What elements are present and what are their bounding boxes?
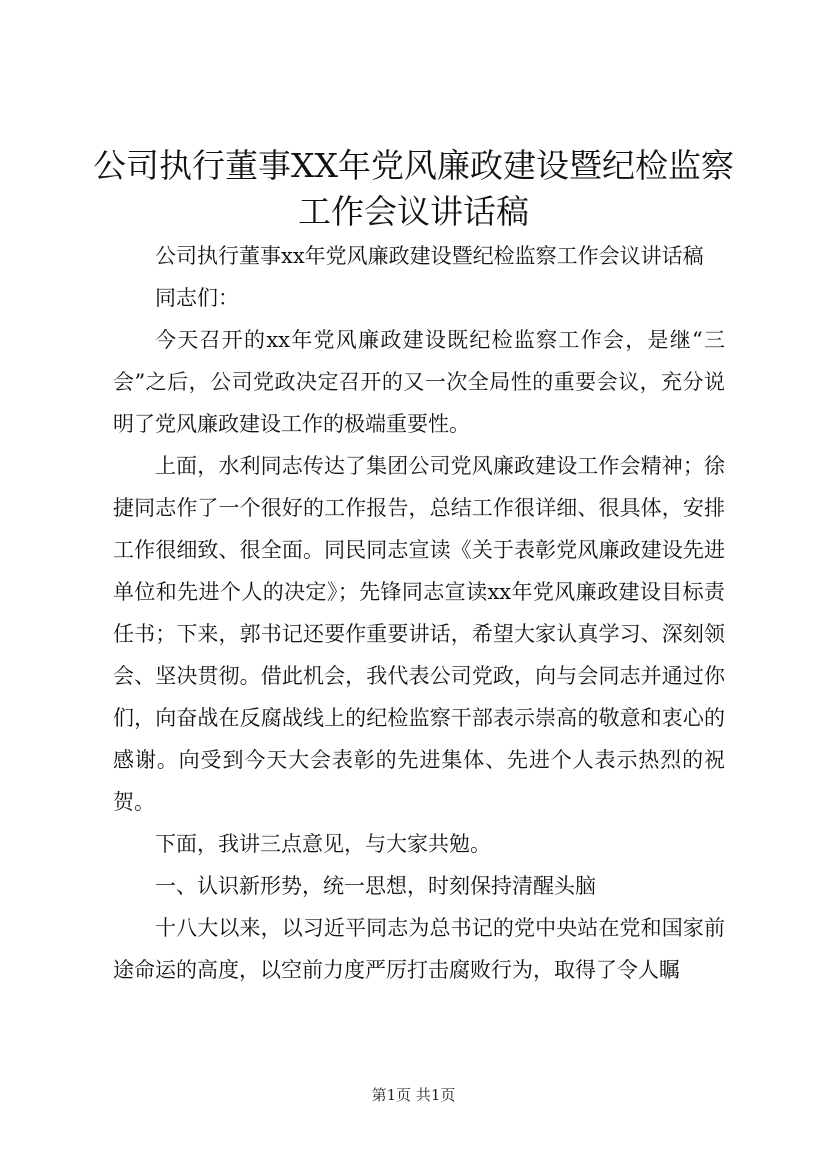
paragraph-section-1: 十八大以来，以习近平同志为总书记的党中央站在党和国家前途命运的高度，以空前力度严厉打击腐败行为，取得了令人瞩	[113, 916, 725, 982]
document-body	[113, 235, 725, 991]
document-title-line-2: 工作会议讲话稿	[298, 192, 529, 231]
page-footer: 第1页 共1页	[371, 1086, 456, 1104]
paragraph-subtitle: 公司执行董事xx年党风廉政建设暨纪检监察工作会议讲话稿	[155, 244, 704, 268]
paragraph-opening: 今天召开的xx年党风廉政建设既纪检监察工作会，是继“三会”之后，公司党政决定召开的又一次全局性的重要会议，充分说明了党风廉政建设工作的极端重要性。	[113, 328, 725, 436]
paragraph-review: 上面，水利同志传达了集团公司党风廉政建设工作会精神；徐捷同志作了一个很好的工作报告，总结工作很详细、很具体，安排工作很细致、很全面。同民同志宣读《关于表彰党风廉政建设先进单位和先进个人的决定》；先锋同志宣读xx年党风廉政建设目标责任书；下来，郭书记还要作重要讲话，希望大家认真学习、深刻领会、坚决贯彻。借此机会，我代表公司党政，向与会同志并通过你们，向奋战在反腐战线上的纪检监察干部表示崇高的敬意和衷心的感谢。向受到今天大会表彰的先进集体、先进个人表示热烈的祝贺。	[113, 454, 725, 814]
document-title-line-1: 公司执行董事XX年党风廉政建设暨纪检监察	[93, 146, 734, 185]
section-heading-1: 一、认识新形势，统一思想，时刻保持清醒头脑	[155, 874, 596, 898]
paragraph-salutation: 同志们：	[155, 286, 239, 310]
paragraph-outline: 下面，我讲三点意见，与大家共勉。	[155, 832, 491, 856]
